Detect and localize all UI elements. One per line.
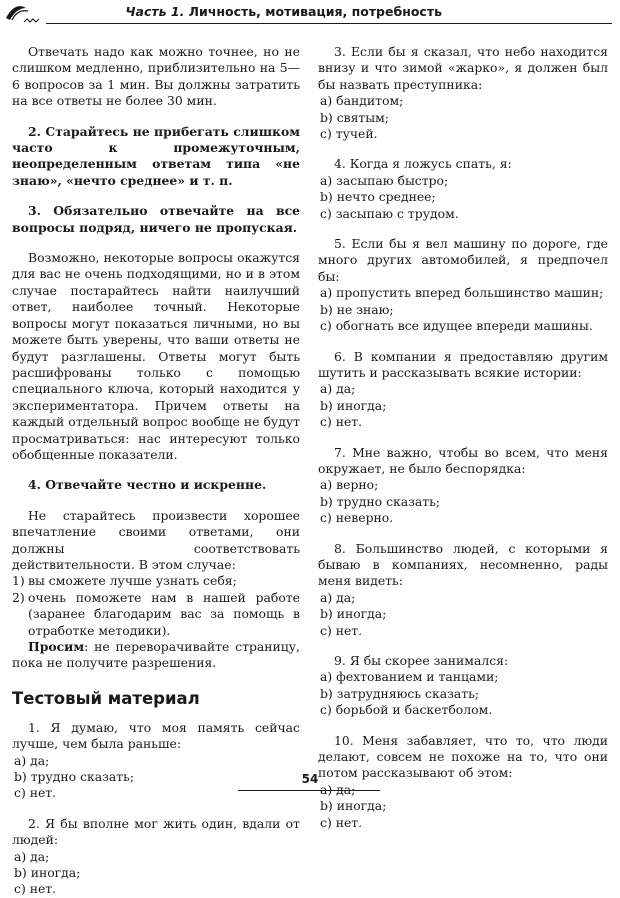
quill-decor-icon [4, 2, 46, 24]
answer-option: c) нет. [14, 881, 57, 897]
question: 5. Если бы я вел машину по дороге, где много других автомобилей, я предпочел бы: [318, 236, 608, 284]
answer-option: c) засыпаю с трудом. [320, 205, 459, 221]
question: 8. Большинство людей, с которыми я бываю в компаниях, несомненно, рады меня видеть: [318, 540, 608, 589]
answer-option: b) трудно сказать; [320, 493, 441, 509]
instruction-rule-3: 3. Обязательно отвечайте на все вопросы подряд, ничего не пропуская. [12, 203, 300, 235]
answer-option: b) иногда; [14, 865, 81, 881]
answer-option: c) нет. [320, 814, 363, 830]
question: 4. Когда я ложусь спать, я: [334, 156, 512, 172]
running-title-rest: Личность, мотивация, потребность [184, 4, 442, 19]
answer-option: a) да; [320, 781, 356, 797]
answer-option: c) нет. [14, 785, 57, 801]
answer-option: b) не знаю; [320, 301, 394, 317]
answer-option: b) иногда; [320, 397, 387, 413]
answer-option: c) обогнать все идущее впереди машины. [320, 318, 593, 334]
instruction-rule-4: 4. Отвечайте честно и искренне. [28, 477, 267, 493]
answer-option: c) борьбой и баскетболом. [320, 702, 493, 718]
running-title [125, 4, 442, 19]
section-title: Тестовый материал [12, 688, 200, 708]
answer-option: a) да; [320, 381, 356, 397]
header-rule [46, 23, 612, 24]
page-number: 54 [301, 772, 319, 786]
paragraph: Возможно, некоторые вопросы окажутся для вас не очень подходящими, но и в этом случае постарайтесь найти наилучший ответ, наиболее точный. Некоторые вопросы могут показаться личными, но вы можете быть уверены, что ваши ответы не будут разглашены. Ответы могут быть расшифрованы только с помощью специального ключа, который находится у экспериментатора. Причем ответы на каждый отдельный вопрос вообще не будут просматриваться: нас интересуют только обобщенные показатели. [12, 250, 300, 462]
answer-option: a) да; [14, 848, 50, 864]
list-item: 2) очень поможете нам в нашей работе (заранее благодарим вас за помощь в отработке методики). [12, 589, 300, 638]
footer-rule [238, 790, 380, 791]
answer-option: c) неверно. [320, 510, 394, 526]
question: 6. В компании я предоставляю другим шутить и рассказывать всякие истории: [318, 348, 608, 380]
answer-option: c) нет. [320, 622, 363, 638]
paragraph: Просим: не переворачивайте страницу, пока не получите разрешения. [12, 639, 300, 671]
instruction-rule-2: 2. Старайтесь не прибегать слишком часто к промежуточным, неопределенным ответам типа «не знаю», «нечто среднее» и т. п. [12, 123, 300, 188]
paragraph: Не старайтесь произвести хорошее впечатление своими ответами, они должны соответствовать действительности. В этом случае: [12, 507, 300, 572]
answer-option: a) да; [320, 589, 356, 605]
answer-option: c) нет. [320, 414, 363, 430]
answer-option: a) верно; [320, 477, 379, 493]
answer-option: b) нечто среднее; [320, 189, 436, 205]
answer-option: b) иногда; [320, 606, 387, 622]
answer-option: a) засыпаю быстро; [320, 172, 449, 188]
answer-option: c) тучей. [320, 126, 378, 142]
list-item: 1) вы сможете лучше узнать себя; [12, 573, 237, 589]
question: 2. Я бы вполне мог жить один, вдали от людей: [12, 815, 300, 848]
right-column [318, 44, 608, 831]
answer-option: a) пропустить вперед большинство машин; [320, 285, 604, 301]
question: 7. Мне важно, чтобы во всем, что меня окружает, не было беспорядка: [318, 444, 608, 476]
question: 3. Если бы я сказал, что небо находится внизу и что зимой «жарко», я должен был бы назвать преступника: [318, 44, 608, 92]
question: 10. Меня забавляет, что то, что люди делают, совсем не похоже на то, что они потом рассказывают об этом: [318, 732, 608, 781]
answer-option: a) фехтованием и танцами; [320, 669, 499, 685]
answer-option: b) иногда; [320, 798, 387, 814]
answer-option: a) да; [14, 752, 50, 768]
question: 9. Я бы скорее занимался: [334, 653, 509, 668]
question: 1. Я думаю, что моя память сейчас лучше, чем была раньше: [12, 719, 300, 752]
running-title-part: Часть 1. [125, 4, 185, 19]
answer-option: b) трудно сказать; [14, 769, 135, 785]
answer-option: a) бандитом; [320, 93, 404, 109]
answer-option: b) святым; [320, 109, 389, 125]
page-header [0, 0, 620, 26]
paragraph: Отвечать надо как можно точнее, но не слишком медленно, приблизительно на 5—6 вопросов за 1 мин. Вы должны затратить на все ответы не более 30 мин. [12, 44, 300, 109]
answer-option: b) затрудняюсь сказать; [320, 685, 480, 701]
left-column [12, 44, 300, 898]
